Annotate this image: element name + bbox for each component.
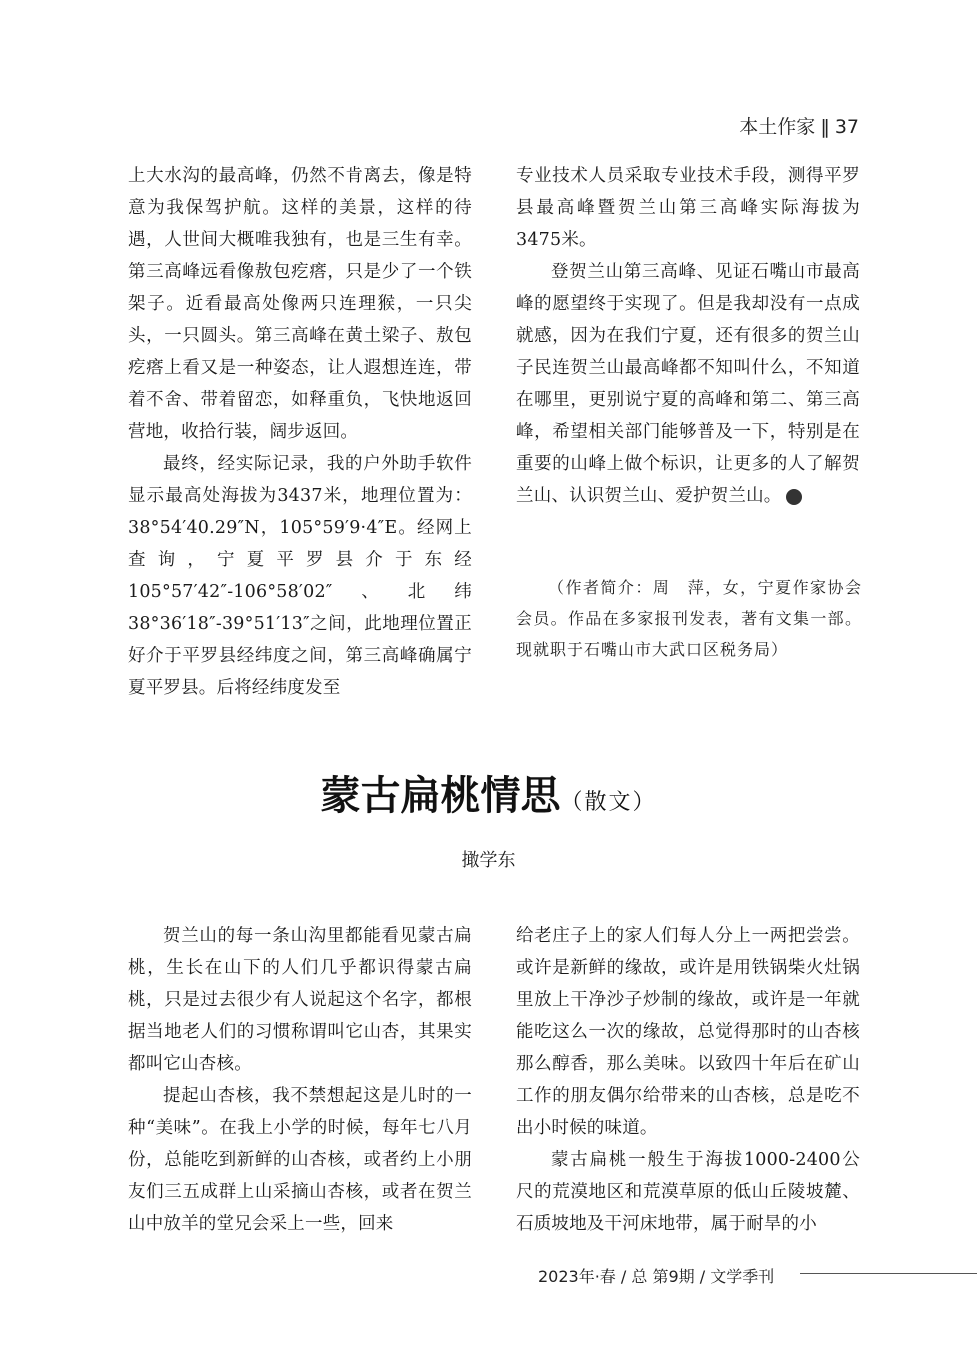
- paragraph: [516, 256, 860, 512]
- end-of-article-icon: [786, 489, 802, 505]
- article2-right-column: [516, 920, 860, 1240]
- article-title: [0, 764, 977, 821]
- article-title-text: 蒙古扁桃情思: [320, 772, 561, 819]
- paragraph: 最终，经实际记录，我的户外助手软件显示最高处海拔为3437米，地理位置为：38°54′40.29″N，105°59′9·4″E。经网上查询，宁夏平罗县介于东经105°57′42″-106°58′02″、北纬38°36′18″-39°51′13″之间，此地理位置正好介于平罗县经纬度之间，第三高峰确属宁夏平罗县。后将经纬度发至: [128, 454, 472, 698]
- paragraph-text: 登贺兰山第三高峰、见证石嘴山市最高峰的愿望终于实现了。但是我却没有一点成就感，因为在我们宁夏，还有很多的贺兰山子民连贺兰山最高峰都不知叫什么，不知道在哪里，更别说宁夏的高峰和第二、第三高峰，希望相关部门能够普及一下，特别是在重要的山峰上做个标识，让更多的人了解贺兰山、认识贺兰山、爱护贺兰山。: [516, 262, 860, 506]
- article2-left-column: [128, 920, 472, 1240]
- paragraph: 专业技术人员采取专业技术手段，测得平罗县最高峰暨贺兰山第三高峰实际海拔为3475米。: [516, 166, 860, 250]
- article-author: 撖学东: [461, 850, 516, 871]
- author-bio: [516, 572, 862, 665]
- running-header: [739, 112, 859, 139]
- article1-right-column: [516, 160, 860, 512]
- page-number: 37: [834, 116, 859, 138]
- footer-rule: [800, 1273, 977, 1274]
- header-separator: ‖: [820, 116, 830, 138]
- paragraph: 贺兰山的每一条山沟里都能看见蒙古扁桃，生长在山下的人们几乎都识得蒙古扁桃，只是过去很少有人说起这个名字，都根据当地老人们的习惯称谓叫它山杏，其果实都叫它山杏核。: [128, 926, 472, 1074]
- paragraph: 给老庄子上的家人们每人分上一两把尝尝。或许是新鲜的缘故，或许是用铁锅柴火灶锅里放上干净沙子炒制的缘故，或许是一年就能吃这么一次的缘故，总觉得那时的山杏核那么醇香，那么美味。以致四十年后在矿山工作的朋友偶尔给带来的山杏核，总是吃不出小时候的味道。: [516, 926, 860, 1138]
- page-footer: 2023年·春 / 总 第9期 / 文学季刊: [538, 1267, 775, 1286]
- section-name: 本土作家: [739, 116, 816, 138]
- paragraph: 蒙古扁桃一般生于海拔1000-2400公尺的荒漠地区和荒漠草原的低山丘陵坡麓、石质坡地及干河床地带，属于耐旱的小: [516, 1150, 860, 1234]
- paragraph: 上大水沟的最高峰，仍然不肯离去，像是特意为我保驾护航。这样的美景，这样的待遇，人世间大概唯我独有，也是三生有幸。第三高峰远看像敖包疙瘩，只是少了一个铁架子。近看最高处像两只连理猴，一只尖头，一只圆头。第三高峰在黄土梁子、敖包疙瘩上看又是一种姿态，让人遐想连连，带着不舍、带着留恋，如释重负，飞快地返回营地，收拾行装，阔步返回。: [128, 166, 472, 442]
- article1-left-column: [128, 160, 472, 704]
- author-bio-text: （作者简介：周 萍，女，宁夏作家协会会员。作品在多家报刊发表，著有文集一部。现就职于石嘴山市大武口区税务局）: [516, 578, 862, 659]
- article-genre: （散文）: [560, 790, 657, 815]
- paragraph: 提起山杏核，我不禁想起这是儿时的一种“美味”。在我上小学的时候，每年七八月份，总能吃到新鲜的山杏核，或者约上小朋友们三五成群上山采摘山杏核，或者在贺兰山中放羊的堂兄会采上一些，回来: [128, 1086, 472, 1234]
